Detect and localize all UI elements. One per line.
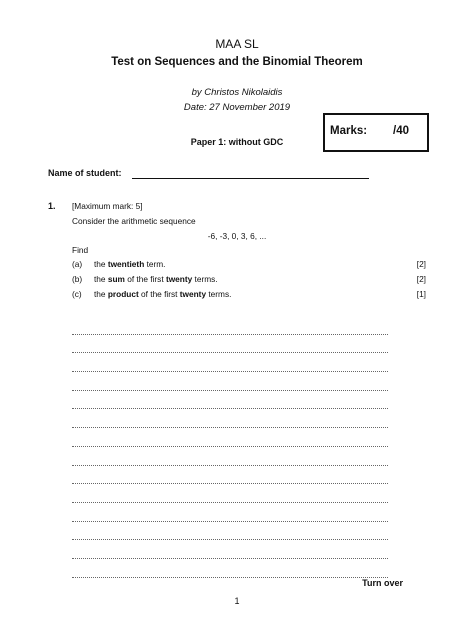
part-b-mark: [2] (416, 274, 426, 284)
answer-line[interactable] (72, 559, 388, 578)
part-a-mark: [2] (416, 259, 426, 269)
part-a-text: the twentieth term. (94, 259, 166, 269)
answer-line[interactable] (72, 353, 388, 372)
answer-line[interactable] (72, 503, 388, 522)
answer-line[interactable] (72, 428, 388, 447)
author-line: by Christos Nikolaidis (191, 87, 283, 98)
part-b-label: (b) (72, 274, 83, 284)
answer-area[interactable] (72, 316, 388, 578)
answer-line[interactable] (72, 409, 388, 428)
sequence-expression: -6, -3, 0, 3, 6, ... (207, 231, 267, 241)
part-c-label: (c) (72, 289, 82, 299)
marks-total: /40 (393, 125, 409, 137)
question-stem: Consider the arithmetic sequence (72, 216, 196, 226)
date-line: Date: 27 November 2019 (183, 102, 291, 113)
part-c-text: the product of the first twenty terms. (94, 289, 232, 299)
paper-label: Paper 1: without GDC (190, 137, 284, 147)
course-title: MAA SL (215, 37, 259, 51)
answer-line[interactable] (72, 522, 388, 541)
answer-line[interactable] (72, 447, 388, 466)
answer-line[interactable] (72, 540, 388, 559)
answer-line[interactable] (72, 335, 388, 354)
student-name-field[interactable] (132, 178, 369, 179)
question-max-mark: [Maximum mark: 5] (72, 201, 143, 211)
student-name-label: Name of student: (48, 168, 122, 178)
part-a-label: (a) (72, 259, 83, 269)
turn-over-label: Turn over (362, 578, 403, 588)
question-number: 1. (48, 201, 56, 211)
marks-label: Marks: (330, 125, 368, 137)
page-number: 1 (234, 596, 240, 606)
answer-line[interactable] (72, 484, 388, 503)
answer-line[interactable] (72, 372, 388, 391)
answer-line[interactable] (72, 391, 388, 410)
find-label: Find (72, 245, 89, 255)
answer-line[interactable] (72, 466, 388, 485)
answer-line[interactable] (72, 316, 388, 335)
test-title: Test on Sequences and the Binomial Theorem (111, 56, 363, 68)
part-c-mark: [1] (416, 289, 426, 299)
part-b-text: the sum of the first twenty terms. (94, 274, 218, 284)
